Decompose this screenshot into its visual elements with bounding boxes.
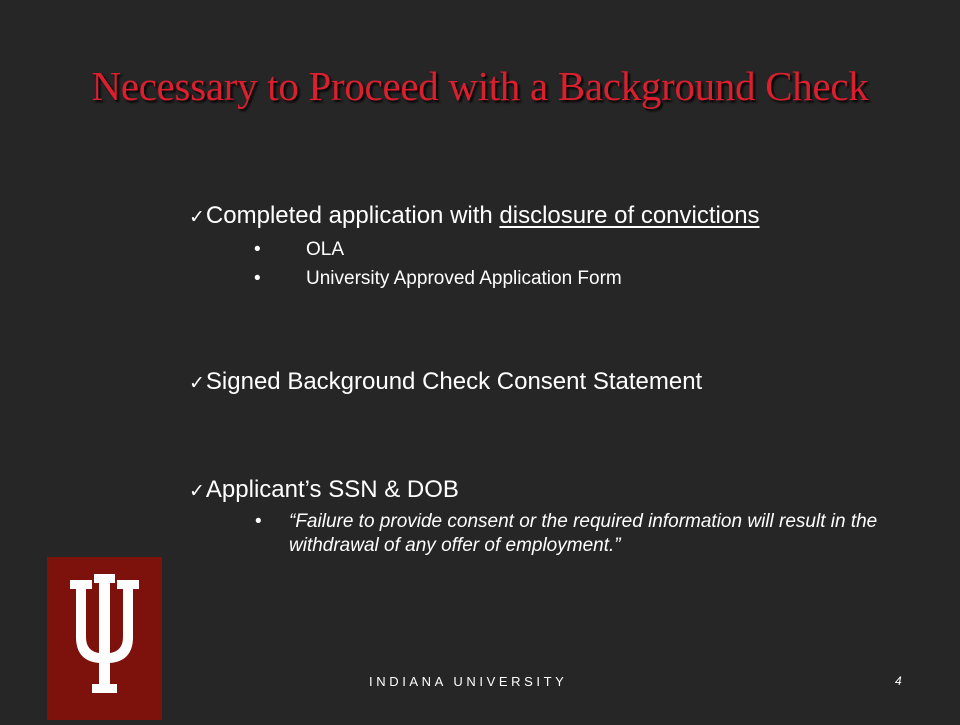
slide-title: Necessary to Proceed with a Background Check: [91, 63, 869, 109]
checkmark-icon: ✓: [189, 480, 205, 502]
item-text-underlined: disclosure of convictions: [499, 202, 760, 229]
bullet-icon: •: [255, 511, 262, 532]
item-text: Applicant’s SSN & DOB: [205, 476, 459, 503]
sub-bullet-application-form: [254, 268, 622, 290]
page-number: 4: [895, 674, 902, 688]
bullet-icon: •: [254, 268, 261, 289]
sub-bullet-text: OLA: [306, 239, 345, 260]
item-text: Signed Background Check Consent Statement: [205, 368, 703, 395]
sub-bullet-quote: [255, 510, 909, 558]
checklist-item-application: [189, 202, 760, 230]
checkmark-icon: ✓: [189, 372, 205, 394]
checklist-item-ssn-dob: [189, 476, 459, 504]
sub-bullet-text: University Approved Application Form: [306, 268, 622, 289]
item-text: Completed application with: [205, 202, 500, 229]
iu-trident-icon: [47, 557, 162, 720]
sub-bullet-ola: [254, 239, 345, 261]
bullet-icon: •: [254, 239, 261, 260]
quote-text: “Failure to provide consent or the required information will result in the withdrawal of any offer of employment.”: [289, 511, 878, 556]
checklist-item-consent: [189, 368, 702, 396]
checkmark-icon: ✓: [189, 206, 205, 228]
footer-organization: INDIANA UNIVERSITY: [369, 674, 568, 689]
iu-logo: [47, 557, 162, 720]
